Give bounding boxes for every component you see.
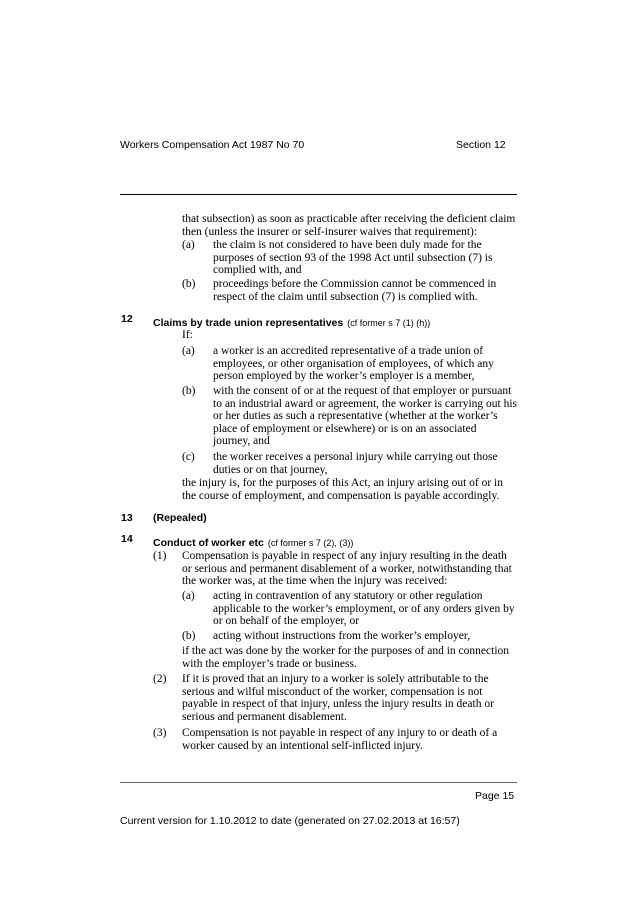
header-rule <box>120 194 517 195</box>
subsection-label: (3) <box>153 727 167 739</box>
item-label: (b) <box>182 278 196 290</box>
subsection-label: (2) <box>153 673 167 685</box>
item-label: (c) <box>182 451 195 463</box>
section-heading: Claims by trade union representatives (cf former s 7 (1) (h)) <box>153 317 431 329</box>
list-item: acting in contravention of any statutory or other regulation applicable to the worker’s employment, or of any orders given by or on behalf of the employer, or <box>213 590 515 628</box>
if-line: If: <box>182 329 193 341</box>
section-number: 12 <box>121 313 133 325</box>
text-line: that subsection) as soon as practicable after receiving the deficient claim <box>182 213 516 225</box>
subsection-text: If it is proved that an injury to a worker is solely attributable to the serious and wilful misconduct of the worker, compensation is not payable in respect of that injury, unless the injury results in death or serious and permanent disablement. <box>182 673 494 723</box>
subsection-label: (1) <box>153 550 167 562</box>
version-footer: Current version for 1.10.2012 to date (generated on 27.02.2013 at 16:57) <box>120 815 460 827</box>
subsection-text: Compensation is not payable in respect of any injury to or death of a worker caused by an intentional self-inflicted injury. <box>182 727 498 752</box>
subsection-text: Compensation is payable in respect of any injury resulting in the death or serious and permanent disablement of a worker, notwithstanding that the worker was, at the time when the injury was received: <box>182 550 512 588</box>
item-label: (a) <box>182 345 195 357</box>
list-item: a worker is an accredited representative of a trade union of employees, or other organisation of employees, of which any person employed by the worker’s employer is a member, <box>213 345 494 383</box>
section-heading: (Repealed) <box>153 512 207 524</box>
page-number: Page 15 <box>475 790 515 802</box>
list-item: with the consent of or at the request of that employer or pursuant to an industrial award or agreement, the worker is carrying out his or her duties as such a representative (whether at the worker’s place of employment or elsewhere) or is on an associated journey, and <box>213 385 518 448</box>
item-label: (a) <box>182 239 195 251</box>
section-note: (cf former s 7 (1) (h)) <box>347 318 431 328</box>
item-label: (a) <box>182 590 195 602</box>
closing-paragraph: the injury is, for the purposes of this Act, an injury arising out of or in the course of employment, and compensation is payable accordingly. <box>182 477 503 502</box>
section-heading: Conduct of worker etc (cf former s 7 (2), (3)) <box>153 537 354 549</box>
section-number: 14 <box>121 533 133 545</box>
section-note: (cf former s 7 (2), (3)) <box>267 538 354 548</box>
closing-paragraph: if the act was done by the worker for the purposes of and in connection with the employer’s trade or business. <box>182 645 510 670</box>
list-item: proceedings before the Commission cannot be commenced in respect of the claim until subsection (7) is complied with. <box>213 278 497 303</box>
text-line: then (unless the insurer or self-insurer waives that requirement): <box>182 225 478 238</box>
running-header-section: Section 12 <box>456 139 506 151</box>
list-item: the worker receives a personal injury while carrying out those duties or on that journey, <box>213 451 498 476</box>
section-number: 13 <box>121 512 133 524</box>
item-label: (b) <box>182 630 196 642</box>
footer-rule <box>120 782 517 783</box>
item-label: (b) <box>182 385 196 397</box>
running-header-act-title: Workers Compensation Act 1987 No 70 <box>120 139 305 151</box>
list-item: acting without instructions from the worker’s employer, <box>213 630 471 642</box>
continued-paragraph <box>182 213 518 238</box>
list-item: the claim is not considered to have been duly made for the purposes of section 93 of the 1998 Act until subsection (7) is complied with, and <box>213 239 493 277</box>
